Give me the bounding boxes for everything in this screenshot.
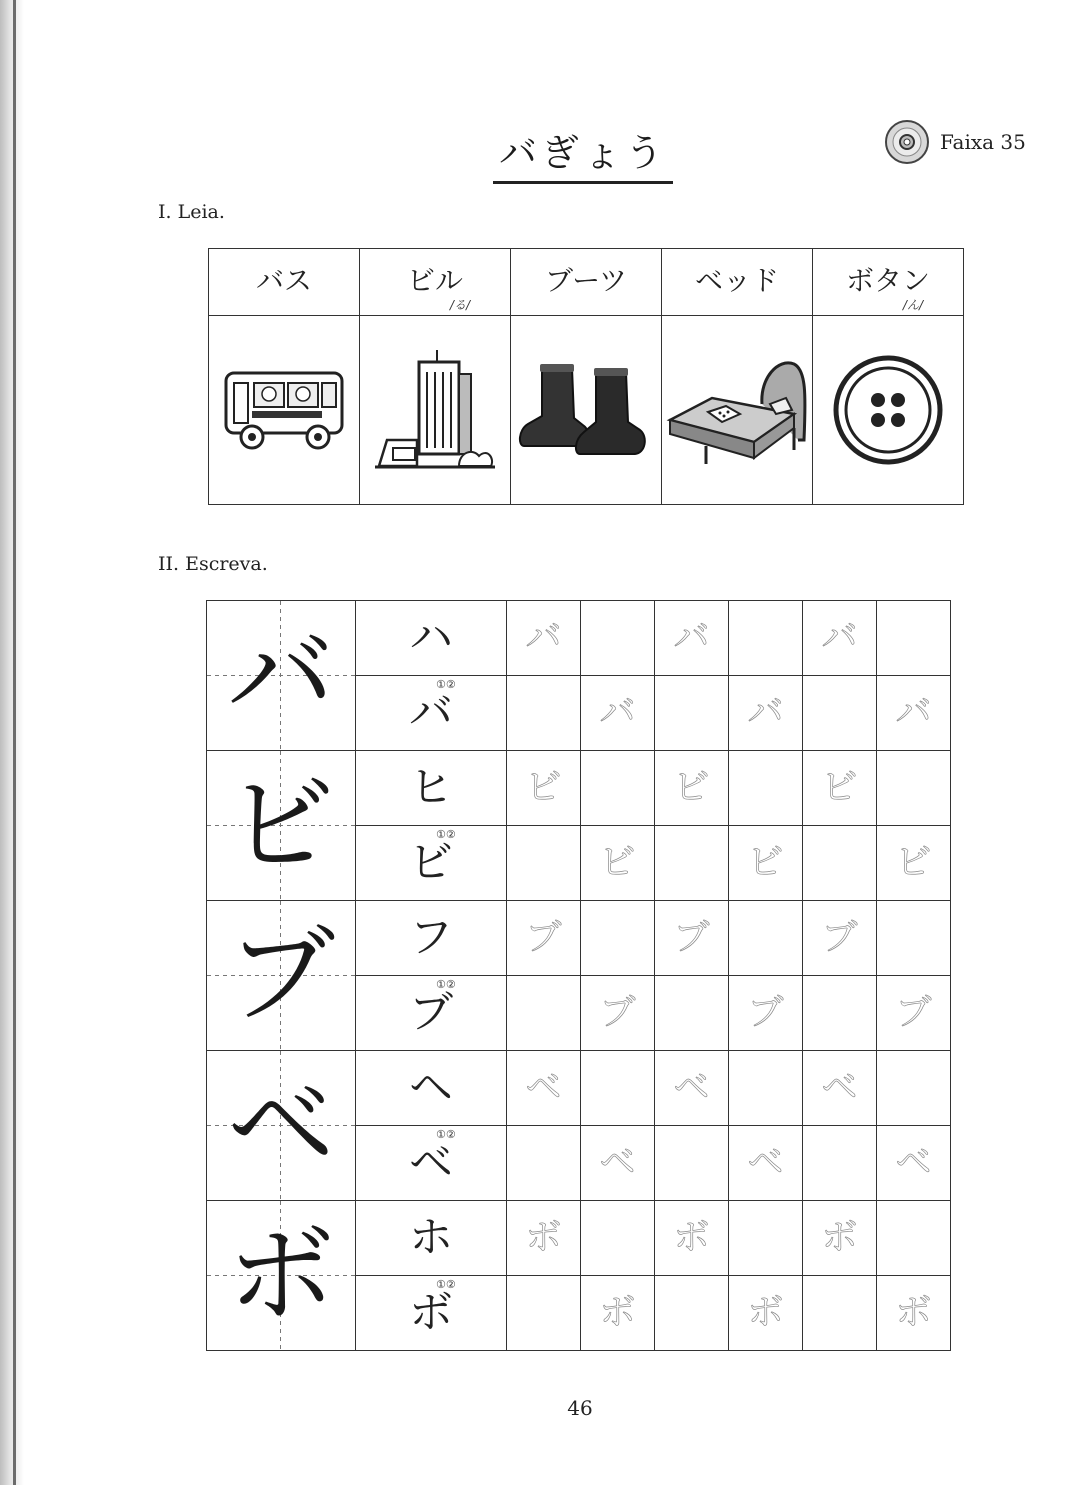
stroke-order-numbers: ①②: [436, 1278, 456, 1291]
trace-character: ブ: [821, 917, 858, 958]
practice-cell[interactable]: [877, 1051, 951, 1126]
practice-cell[interactable]: [655, 976, 729, 1051]
word-text: ベッド: [694, 264, 779, 297]
base-character: フ: [409, 912, 453, 963]
practice-cell[interactable]: [803, 1201, 877, 1276]
trace-character: ベ: [673, 1067, 710, 1108]
page-title-text: バぎょう: [493, 122, 673, 184]
practice-cell[interactable]: [729, 1051, 803, 1126]
practice-cell[interactable]: [877, 826, 951, 901]
stroke-order-numbers: ①②: [436, 978, 456, 991]
practice-cell[interactable]: [803, 751, 877, 826]
practice-cell[interactable]: [803, 601, 877, 676]
practice-cell[interactable]: [877, 976, 951, 1051]
image-cell: [209, 316, 360, 505]
practice-cell[interactable]: [507, 676, 581, 751]
big-character: ベ: [226, 1062, 335, 1188]
trace-character: ベ: [895, 1142, 932, 1183]
practice-cell[interactable]: [803, 826, 877, 901]
practice-cell[interactable]: [507, 1126, 581, 1201]
big-character: バ: [226, 612, 335, 738]
model-character-cell: [356, 826, 507, 901]
writing-row: [207, 1051, 951, 1126]
trace-character: ブ: [673, 917, 710, 958]
trace-character: ボ: [895, 1292, 932, 1333]
base-character-cell: [356, 1051, 507, 1126]
writing-row: [207, 1201, 951, 1276]
track-label: Faixa 35: [940, 130, 1026, 154]
practice-cell[interactable]: [581, 751, 655, 826]
practice-cell[interactable]: [729, 976, 803, 1051]
practice-cell[interactable]: [877, 751, 951, 826]
trace-character: ボ: [747, 1292, 784, 1333]
practice-cell[interactable]: [581, 1051, 655, 1126]
trace-character: ビ: [747, 842, 784, 883]
base-character-cell: [356, 751, 507, 826]
trace-character: ボ: [821, 1217, 858, 1258]
writing-grid: [206, 600, 951, 1351]
button-icon: [832, 354, 944, 466]
trace-character: ビ: [599, 842, 636, 883]
practice-cell[interactable]: [803, 901, 877, 976]
practice-cell[interactable]: [507, 751, 581, 826]
model-character: ブ: [409, 987, 453, 1038]
word-cell: [511, 249, 662, 316]
practice-cell[interactable]: [507, 976, 581, 1051]
practice-cell[interactable]: [803, 1051, 877, 1126]
word-text: ビル: [406, 264, 463, 297]
trace-character: ベ: [747, 1142, 784, 1183]
cd-icon: [884, 119, 930, 165]
practice-cell[interactable]: [877, 901, 951, 976]
practice-cell[interactable]: [655, 676, 729, 751]
practice-cell[interactable]: [655, 901, 729, 976]
reading-table: [208, 248, 964, 505]
practice-cell[interactable]: [729, 1276, 803, 1351]
model-character: ビ: [409, 837, 453, 888]
base-character: ヘ: [409, 1062, 453, 1113]
practice-cell[interactable]: [507, 1276, 581, 1351]
base-character: ヒ: [409, 762, 453, 813]
trace-character: ビ: [821, 767, 858, 808]
trace-character: ビ: [895, 842, 932, 883]
model-character-cell: [356, 1126, 507, 1201]
practice-cell[interactable]: [877, 601, 951, 676]
page-binding-edge: [13, 0, 16, 1485]
practice-cell[interactable]: [655, 1201, 729, 1276]
practice-cell[interactable]: [655, 751, 729, 826]
big-character: ビ: [226, 762, 335, 888]
practice-cell[interactable]: [803, 1276, 877, 1351]
model-character: ベ: [409, 1137, 453, 1188]
trace-character: バ: [599, 692, 636, 733]
image-cell: [511, 316, 662, 505]
practice-cell[interactable]: [507, 1051, 581, 1126]
section-write-label: II. Escreva.: [158, 553, 268, 575]
model-character-cell: [356, 976, 507, 1051]
trace-character: ビ: [673, 767, 710, 808]
practice-cell[interactable]: [729, 901, 803, 976]
practice-cell[interactable]: [877, 676, 951, 751]
word-cell: [662, 249, 813, 316]
practice-cell[interactable]: [507, 826, 581, 901]
big-character-cell: [207, 751, 356, 901]
audio-track: [884, 118, 1026, 166]
section-read-label: I. Leia.: [158, 201, 225, 223]
big-character-cell: [207, 1201, 356, 1351]
trace-character: バ: [747, 692, 784, 733]
trace-character: ボ: [673, 1217, 710, 1258]
word-text: バス: [255, 264, 312, 297]
practice-cell[interactable]: [581, 1126, 655, 1201]
model-character-cell: [356, 676, 507, 751]
big-character-cell: [207, 601, 356, 751]
bus-icon: [222, 365, 346, 455]
practice-cell[interactable]: [655, 601, 729, 676]
word-note: /る/: [449, 298, 470, 312]
word-text: ボタン: [845, 264, 930, 297]
stroke-order-numbers: ①②: [436, 828, 456, 841]
stroke-order-numbers: ①②: [436, 1128, 456, 1141]
practice-cell[interactable]: [581, 1201, 655, 1276]
image-row: [209, 316, 964, 505]
word-text: ブーツ: [544, 264, 628, 297]
writing-row: [207, 601, 951, 676]
practice-cell[interactable]: [729, 676, 803, 751]
practice-cell[interactable]: [729, 601, 803, 676]
trace-character: ベ: [525, 1067, 562, 1108]
practice-cell[interactable]: [803, 1126, 877, 1201]
trace-character: ブ: [747, 992, 784, 1033]
trace-character: ブ: [599, 992, 636, 1033]
page-number: 46: [567, 1396, 593, 1420]
word-cell: [209, 249, 360, 316]
base-character-cell: [356, 901, 507, 976]
practice-cell[interactable]: [877, 1126, 951, 1201]
word-cell: [360, 249, 511, 316]
word-row: [209, 249, 964, 316]
practice-cell[interactable]: [507, 601, 581, 676]
practice-cell[interactable]: [507, 901, 581, 976]
model-character: バ: [409, 687, 453, 738]
building-icon: [373, 348, 497, 472]
practice-cell[interactable]: [507, 1201, 581, 1276]
trace-character: ブ: [895, 992, 932, 1033]
trace-character: ブ: [525, 917, 562, 958]
practice-cell[interactable]: [729, 1201, 803, 1276]
practice-cell[interactable]: [655, 826, 729, 901]
big-character-cell: [207, 1051, 356, 1201]
trace-character: ボ: [599, 1292, 636, 1333]
base-character-cell: [356, 601, 507, 676]
image-cell: [662, 316, 813, 505]
practice-cell[interactable]: [581, 1276, 655, 1351]
practice-cell[interactable]: [803, 976, 877, 1051]
trace-character: ベ: [599, 1142, 636, 1183]
word-cell: [813, 249, 964, 316]
stroke-order-numbers: ①②: [436, 678, 456, 691]
trace-character: バ: [895, 692, 932, 733]
word-note: /ん/: [902, 298, 923, 312]
big-character-cell: [207, 901, 356, 1051]
practice-cell[interactable]: [729, 826, 803, 901]
writing-row: [207, 901, 951, 976]
practice-cell[interactable]: [655, 1051, 729, 1126]
model-character-cell: [356, 1276, 507, 1351]
writing-row: [207, 751, 951, 826]
bed-icon: [666, 354, 808, 466]
boots-icon: [516, 360, 656, 460]
image-cell: [360, 316, 511, 505]
trace-character: バ: [525, 617, 562, 658]
practice-cell[interactable]: [655, 1126, 729, 1201]
trace-character: バ: [673, 617, 710, 658]
practice-cell[interactable]: [729, 751, 803, 826]
base-character: ハ: [409, 612, 453, 663]
practice-cell[interactable]: [655, 1276, 729, 1351]
page-binding-shadow: [0, 0, 24, 1485]
practice-cell[interactable]: [581, 976, 655, 1051]
practice-cell[interactable]: [803, 676, 877, 751]
trace-character: ベ: [821, 1067, 858, 1108]
practice-cell[interactable]: [581, 826, 655, 901]
practice-cell[interactable]: [877, 1201, 951, 1276]
practice-cell[interactable]: [581, 601, 655, 676]
base-character-cell: [356, 1201, 507, 1276]
trace-character: ビ: [525, 767, 562, 808]
big-character: ブ: [226, 912, 335, 1038]
base-character: ホ: [409, 1212, 453, 1263]
practice-cell[interactable]: [729, 1126, 803, 1201]
practice-cell[interactable]: [581, 901, 655, 976]
practice-cell[interactable]: [877, 1276, 951, 1351]
practice-cell[interactable]: [581, 676, 655, 751]
image-cell: [813, 316, 964, 505]
model-character: ボ: [409, 1287, 453, 1338]
trace-character: バ: [821, 617, 858, 658]
trace-character: ボ: [525, 1217, 562, 1258]
big-character: ボ: [226, 1212, 335, 1338]
